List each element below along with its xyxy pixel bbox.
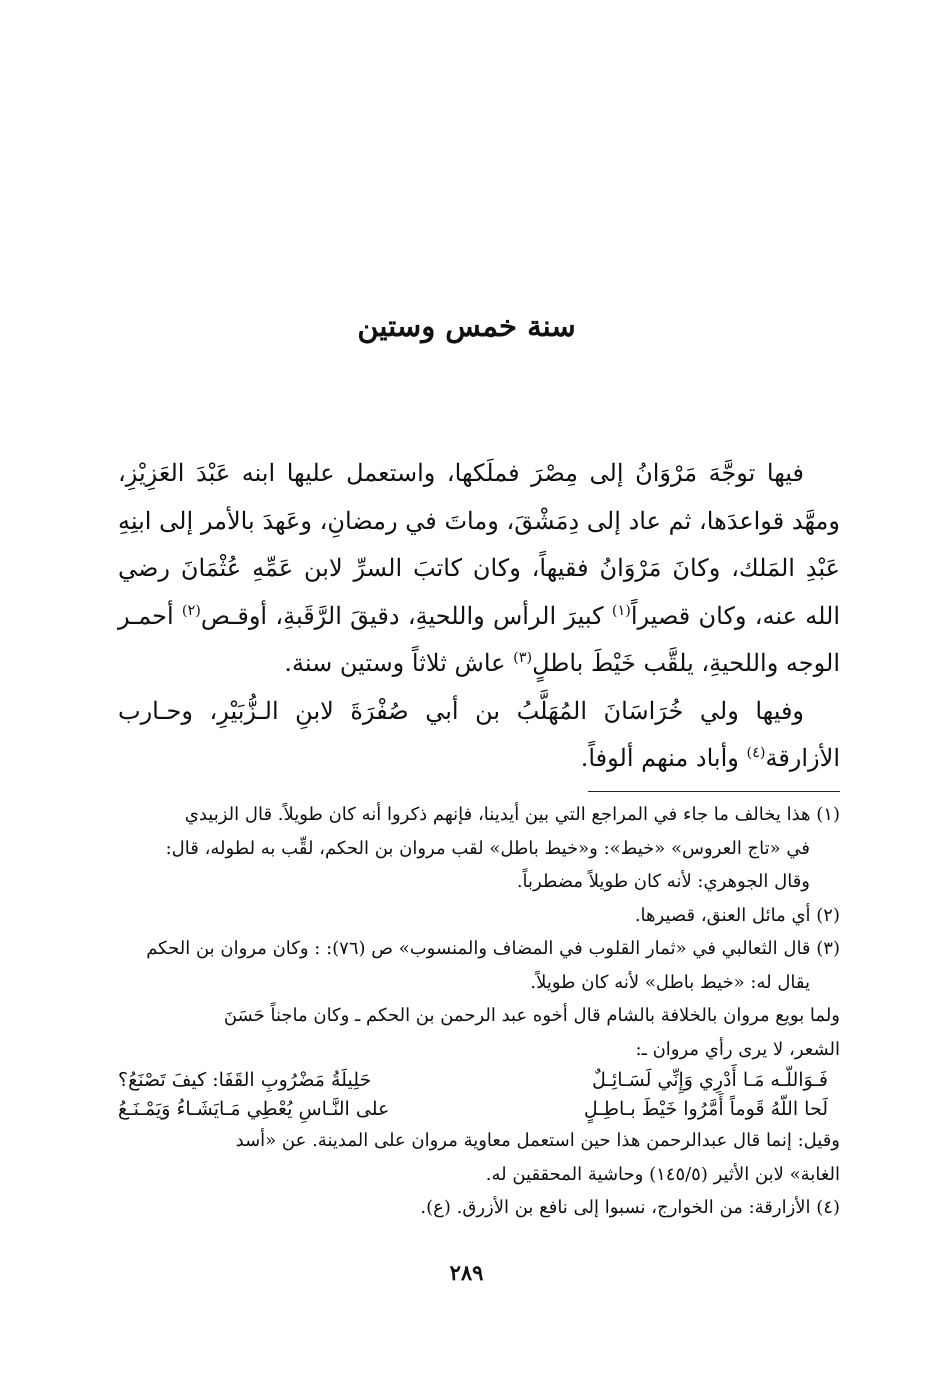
footnote-1-line-1: (١) هذا يخالف ما جاء في المراجع التي بين أيدينا، فإنهم ذكروا أنه كان طويلاً. قال الزبيدي xyxy=(184,804,840,825)
paragraph-1 xyxy=(118,450,840,688)
footnote-4: (٤) الأزارقة: من الخوارج، نسبوا إلى نافع بن الأزرق. (ع). xyxy=(420,1197,840,1218)
footnote-3-line-4: الشعر، لا يرى رأي مروان ـ: xyxy=(635,1038,840,1060)
paragraph-2-text-a: وفيها ولي خُرَاسَانَ المُهَلَّبُ بن أبي صُفْرَةَ لابنِ الـزُّبَيْرِ، وحـارب الأزارقة xyxy=(118,696,840,772)
paragraph-1-text-b: كبيرَ الرأس واللحيةِ، دقيقَ الرَّقَبةِ، أوقـص xyxy=(200,601,612,630)
verse-1-hemistich-1: فَـوَاللّـه مَـا أَدْرِي وَإِنِّي لَسَـائِـلٌ xyxy=(592,1069,828,1091)
page-number: ٢٨٩ xyxy=(449,1260,484,1285)
footnote-2: (٢) أي مائل العنق، قصيرها. xyxy=(634,904,840,926)
footnote-3-line-5: وقيل: إنما قال عبدالرحمن هذا حين استعمل معاوية مروان على المدينة. عن «أسد xyxy=(235,1130,840,1151)
chapter-title: سنة خمس وستين xyxy=(357,309,576,343)
footnote-1-line-2: في «تاج العروس» «خيط»: و«خيط باطل» لقب مروان بن الحكم، لقِّب به لطوله، قال: xyxy=(165,837,810,859)
footnote-ref-1: (١) xyxy=(611,602,631,619)
footnote-1-line-3: وقال الجوهري: لأنه كان طويلاً مضطرباً. xyxy=(516,871,810,892)
footnote-3-line-6: الغابة» لابن الأثير (١٤٥/٥) وحاشية المحققين له. xyxy=(485,1163,840,1185)
verse-2-hemistich-1: لَحا اللّهُ قَوماً أَمَّرُوا خَيْطَ بـاطِـلٍ xyxy=(583,1098,828,1120)
footnote-3-line-3: ولما بويع مروان بالخلافة بالشام قال أخوه عبد الرحمن بن الحكم ـ وكان ماجناً حَسَنَ xyxy=(223,1005,840,1026)
footnote-separator xyxy=(588,791,840,792)
footnote-3-line-1: (٣) قال الثعالبي في «ثمار القلوب في المضاف والمنسوب» ص (٧٦): : وكان مروان بن الحكم xyxy=(146,938,840,959)
paragraph-1-text-c: أحمـر الوجه واللحيةِ، يلقَّب خَيْطَ باطلٍ xyxy=(118,601,840,677)
footnote-3-line-2: يقال له: «خيط باطل» لأنه كان طويلاً. xyxy=(530,971,810,993)
paragraph-1-text-d: عاش ثلاثاً وستين سنة. xyxy=(284,649,514,677)
footnote-ref-3: (٣) xyxy=(513,650,533,666)
main-text xyxy=(118,450,840,783)
paragraph-2-text-b: وأباد منهم ألوفاً. xyxy=(580,744,747,772)
footnote-ref-4: (٤) xyxy=(746,745,766,761)
footnotes xyxy=(118,798,840,1225)
verse-1-hemistich-2: حَلِيلَةُ مَضْرُوبِ القَفَا: كيفَ تَصْنَعُ؟ xyxy=(118,1069,372,1091)
footnote-ref-2: (٢) xyxy=(181,602,201,619)
verse-2-hemistich-2: على النَّـاسِ يُعْطِي مَـايَشَـاءُ وَيَمْـنَـعُ xyxy=(118,1098,390,1120)
paragraph-1-text-a: فيها توجَّهَ مَرْوَانُ إلى مِصْرَ فملَكها، واستعمل عليها ابنه عَبْدَ العَزِيْزِ، ومهَّد قواعدَها، ثم عاد إلى دِمَشْقَ، وماتَ في رمضانِ، وعَهدَ بالأمر إلى ابنِهِ عَبْدِ المَلك، وكانَ مَرْوَانُ فقيهاً، وكان كاتبَ السرِّ لابن عَمِّهِ عُثْمَانَ رضي الله عنه، وكان قصيراً xyxy=(118,459,841,630)
verse-line-2 xyxy=(118,1095,840,1124)
paragraph-2 xyxy=(118,688,840,783)
verse-line-1 xyxy=(118,1066,840,1095)
